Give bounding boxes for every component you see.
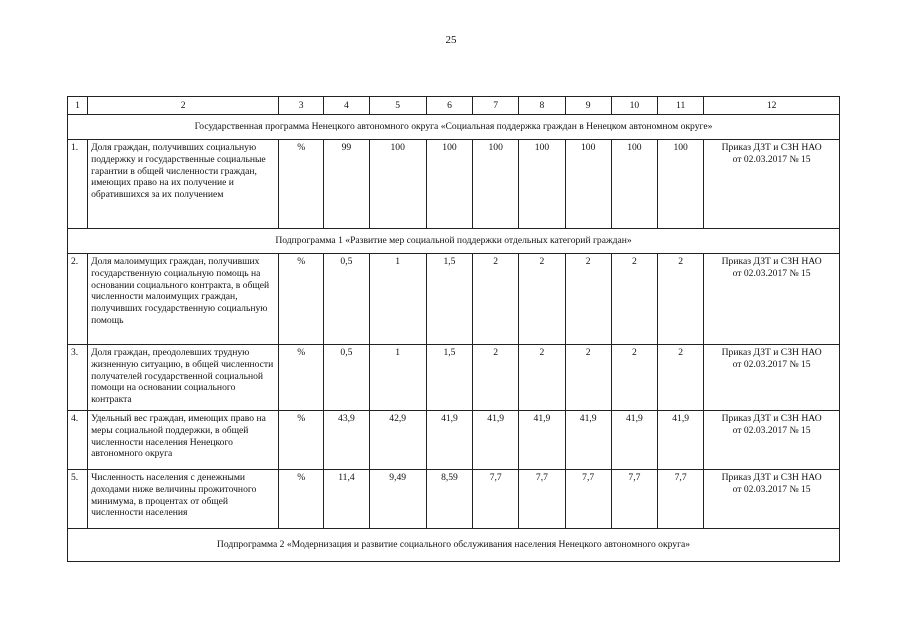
program-title-row [68,115,840,140]
source-document-line: Приказ ДЗТ и СЗН НАО [721,413,822,424]
value-cell: 2 [565,254,611,345]
source-document-line: Приказ ДЗТ и СЗН НАО [721,142,822,153]
header-cell: 9 [565,97,611,115]
value-cell: 1 [369,254,426,345]
indicator-name: Доля граждан, преодолевших трудную жизненную ситуацию, в общей численности получателей государственной социальной помощи на основании социального контракта [88,345,279,411]
row-number: 3. [68,345,88,411]
value-cell: 2 [519,254,565,345]
value-cell: 9,49 [369,470,426,529]
header-cell: 5 [369,97,426,115]
value-cell: 100 [611,140,657,229]
indicator-name: Доля малоимущих граждан, получивших государственную социальную помощь на основании социального контракта, в общей численности малоимущих граждан, получивших государственную социальную помощь [88,254,279,345]
source-document-line: от 02.03.2017 № 15 [732,358,811,370]
source-document-line: от 02.03.2017 № 15 [732,267,811,279]
value-cell: 7,7 [565,470,611,529]
source-document-line: Приказ ДЗТ и СЗН НАО [721,347,822,358]
value-cell: 43,9 [324,411,369,470]
indicator-name: Доля граждан, получивших социальную поддержку и государственные социальные гарантии в общей численности граждан, имеющих право на их получение и обратившихся за их получением [88,140,279,229]
value-cell: 100 [519,140,565,229]
row-number: 1. [68,140,88,229]
value-cell: 7,7 [519,470,565,529]
header-cell: 12 [704,97,840,115]
source-document [704,345,840,411]
row-number: 4. [68,411,88,470]
value-cell: 2 [473,254,519,345]
table-row [68,254,840,345]
value-cell: 2 [565,345,611,411]
page-number: 25 [445,34,457,46]
source-document [704,411,840,470]
header-cell: 8 [519,97,565,115]
value-cell: 8,59 [426,470,472,529]
value-cell: 7,7 [473,470,519,529]
row-number: 5. [68,470,88,529]
row-number: 2. [68,254,88,345]
table-row [68,411,840,470]
header-cell: 7 [473,97,519,115]
unit-cell: % [279,411,324,470]
value-cell: 2 [611,254,657,345]
value-cell: 99 [324,140,369,229]
value-cell: 100 [369,140,426,229]
source-document [704,140,840,229]
value-cell: 100 [658,140,704,229]
value-cell: 2 [519,345,565,411]
indicators-table [67,96,840,562]
source-document-line: от 02.03.2017 № 15 [732,483,811,495]
header-cell: 6 [426,97,472,115]
value-cell: 41,9 [473,411,519,470]
program-title: Государственная программа Ненецкого автономного округа «Социальная поддержка граждан в Ненецком автономном округе» [68,115,840,140]
header-cell: 1 [68,97,88,115]
indicator-name: Удельный вес граждан, имеющих право на меры социальной поддержки, в общей численности населения Ненецкого автономного округа [88,411,279,470]
subprogram-2-title: Подпрограмма 2 «Модернизация и развитие социального обслуживания населения Ненецкого автономного округа» [68,529,840,562]
table-row [68,345,840,411]
value-cell: 1,5 [426,345,472,411]
value-cell: 42,9 [369,411,426,470]
value-cell: 2 [658,254,704,345]
header-cell: 10 [611,97,657,115]
value-cell: 41,9 [426,411,472,470]
value-cell: 1 [369,345,426,411]
source-document-line: от 02.03.2017 № 15 [732,153,811,165]
table-row [68,140,840,229]
source-document-line: Приказ ДЗТ и СЗН НАО [721,256,822,267]
source-document-line: Приказ ДЗТ и СЗН НАО [721,472,822,483]
subprogram-1-title: Подпрограмма 1 «Развитие мер социальной поддержки отдельных категорий граждан» [68,229,840,254]
value-cell: 11,4 [324,470,369,529]
unit-cell: % [279,254,324,345]
value-cell: 100 [426,140,472,229]
source-document [704,254,840,345]
unit-cell: % [279,140,324,229]
unit-cell: % [279,470,324,529]
value-cell: 41,9 [519,411,565,470]
subprogram-title-row [68,529,840,562]
source-document-line: от 02.03.2017 № 15 [732,424,811,436]
value-cell: 7,7 [658,470,704,529]
value-cell: 2 [473,345,519,411]
header-cell: 4 [324,97,369,115]
value-cell: 100 [565,140,611,229]
value-cell: 0,5 [324,254,369,345]
header-cell: 3 [279,97,324,115]
value-cell: 1,5 [426,254,472,345]
unit-cell: % [279,345,324,411]
value-cell: 100 [473,140,519,229]
value-cell: 7,7 [611,470,657,529]
header-cell: 2 [88,97,279,115]
value-cell: 41,9 [565,411,611,470]
value-cell: 0,5 [324,345,369,411]
column-number-row [68,97,840,115]
value-cell: 41,9 [658,411,704,470]
value-cell: 41,9 [611,411,657,470]
table-row [68,470,840,529]
value-cell: 2 [611,345,657,411]
subprogram-title-row [68,229,840,254]
source-document [704,470,840,529]
indicator-name: Численность населения с денежными доходами ниже величины прожиточного минимума, в процентах от общей численности населения [88,470,279,529]
value-cell: 2 [658,345,704,411]
header-cell: 11 [658,97,704,115]
